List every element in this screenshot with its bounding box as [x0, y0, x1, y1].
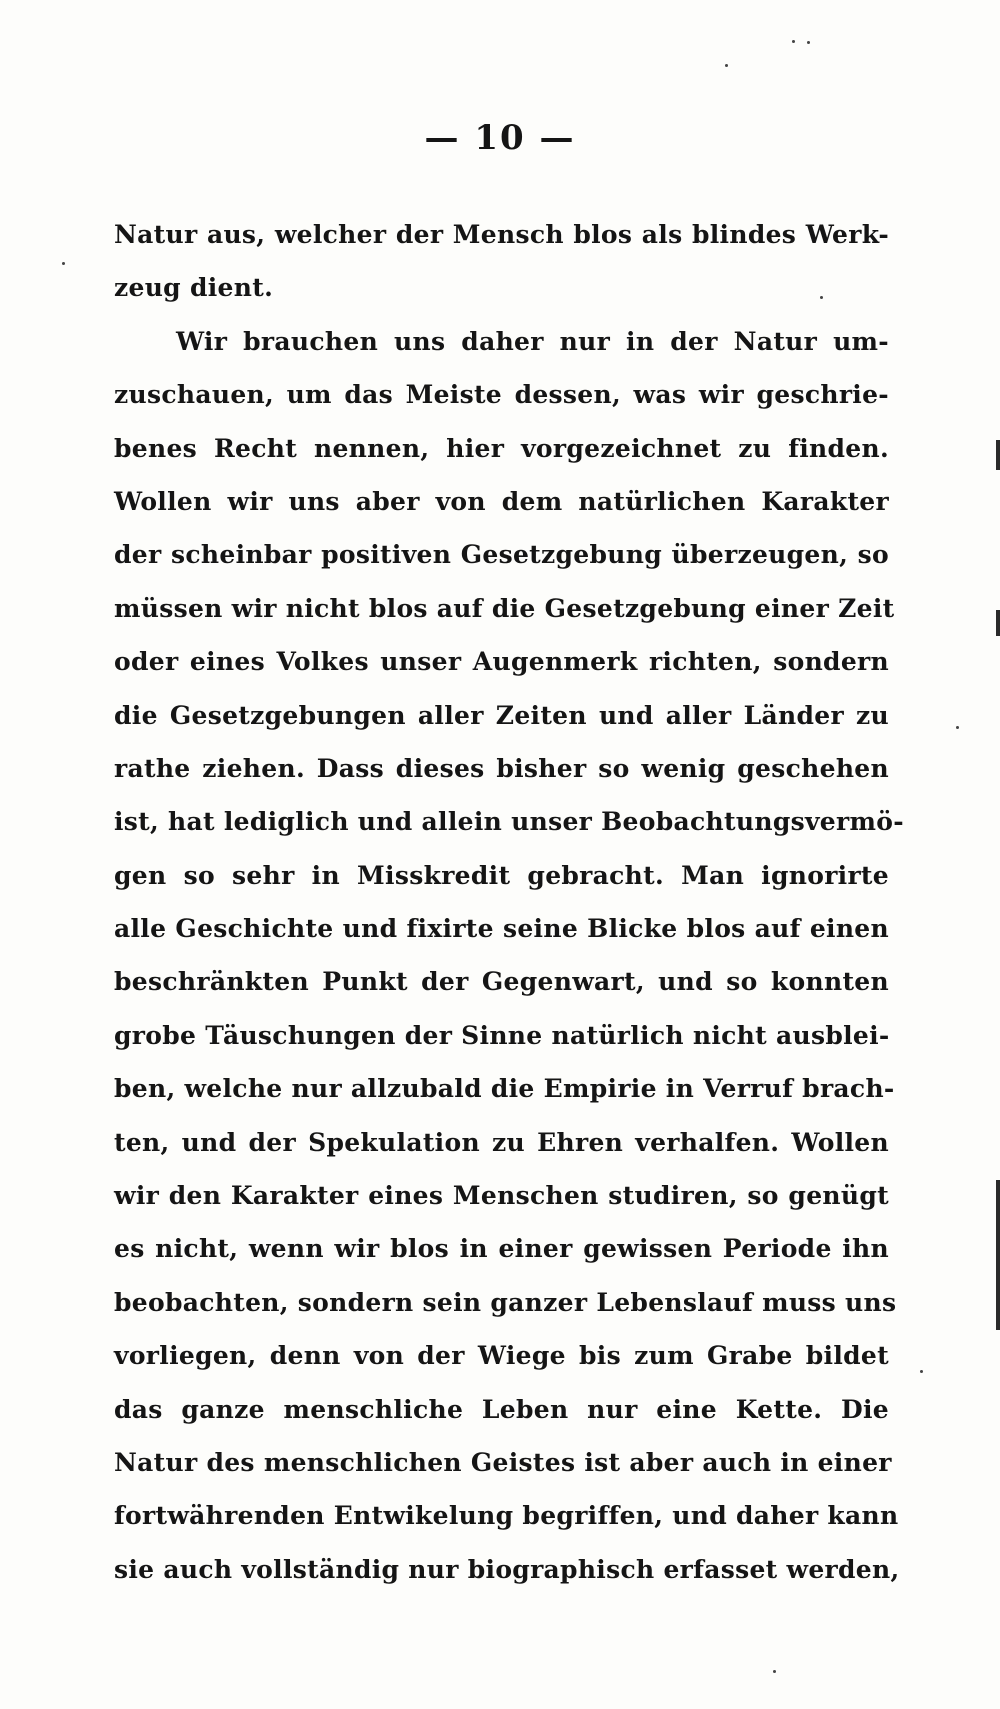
text-line: gen so sehr in Misskredit gebracht. Man ignorirte — [114, 860, 889, 890]
scan-edge-mark — [996, 610, 1000, 636]
text-line: grobe Täuschungen der Sinne natürlich nicht ausblei- — [114, 1020, 890, 1050]
scan-speck — [773, 1670, 776, 1673]
text-line: Wir brauchen uns daher nur in der Natur um- — [176, 326, 889, 356]
scan-speck — [956, 726, 959, 729]
text-line: der scheinbar positiven Gesetzgebung überzeugen, so — [114, 540, 889, 570]
text-line: sie auch vollständig nur biographisch erfasset werden, — [114, 1554, 900, 1584]
text-line: Natur des menschlichen Geistes ist aber auch in einer — [114, 1447, 892, 1477]
scan-speck — [792, 40, 795, 43]
scan-speck — [820, 296, 823, 299]
text-line: es nicht, wenn wir blos in einer gewissen Periode ihn — [114, 1234, 889, 1264]
text-line: ten, und der Spekulation zu Ehren verhalfen. Wollen — [114, 1127, 889, 1157]
text-line: ben, welche nur allzubald die Empirie in Verruf brach- — [114, 1074, 895, 1104]
text-line: Natur aus, welcher der Mensch blos als blindes Werk- — [114, 220, 889, 249]
text-line: Wollen wir uns aber von dem natürlichen Karakter — [114, 486, 889, 516]
text-line: oder eines Volkes unser Augenmerk richten, sondern — [114, 647, 889, 677]
text-line: beobachten, sondern sein ganzer Lebenslauf muss uns — [114, 1287, 897, 1317]
text-line: alle Geschichte und fixirte seine Blicke blos auf einen — [114, 914, 889, 944]
text-line: benes Recht nennen, hier vorgezeichnet zu finden. — [114, 433, 889, 463]
text-line: zeug dient. — [114, 273, 274, 303]
text-line: vorliegen, denn von der Wiege bis zum Grabe bildet — [114, 1341, 889, 1371]
text-line: zuschauen, um das Meiste dessen, was wir geschrie- — [114, 380, 889, 410]
text-line: rathe ziehen. Dass dieses bisher so wenig geschehen — [114, 753, 889, 783]
text-line: ist, hat lediglich und allein unser Beobachtungsvermö- — [114, 807, 904, 837]
scan-edge-mark — [996, 1180, 1000, 1330]
scan-speck — [807, 41, 810, 44]
text-line: wir den Karakter eines Menschen studiren, so genügt — [114, 1181, 889, 1211]
scan-speck — [920, 1370, 923, 1373]
page-number: — 10 — — [424, 118, 576, 158]
text-line: müssen wir nicht blos auf die Gesetzgebung einer Zeit — [114, 593, 895, 623]
text-line: die Gesetzgebungen aller Zeiten und aller Länder zu — [114, 700, 889, 730]
scan-speck — [725, 64, 728, 67]
scan-edge-mark — [996, 440, 1000, 470]
text-line: beschränkten Punkt der Gegenwart, und so konnten — [114, 967, 889, 997]
scan-speck — [62, 262, 65, 265]
body-text — [114, 208, 904, 1596]
text-line: fortwährenden Entwikelung begriffen, und daher kann — [114, 1501, 899, 1531]
text-line: das ganze menschliche Leben nur eine Kette. Die — [114, 1394, 889, 1424]
